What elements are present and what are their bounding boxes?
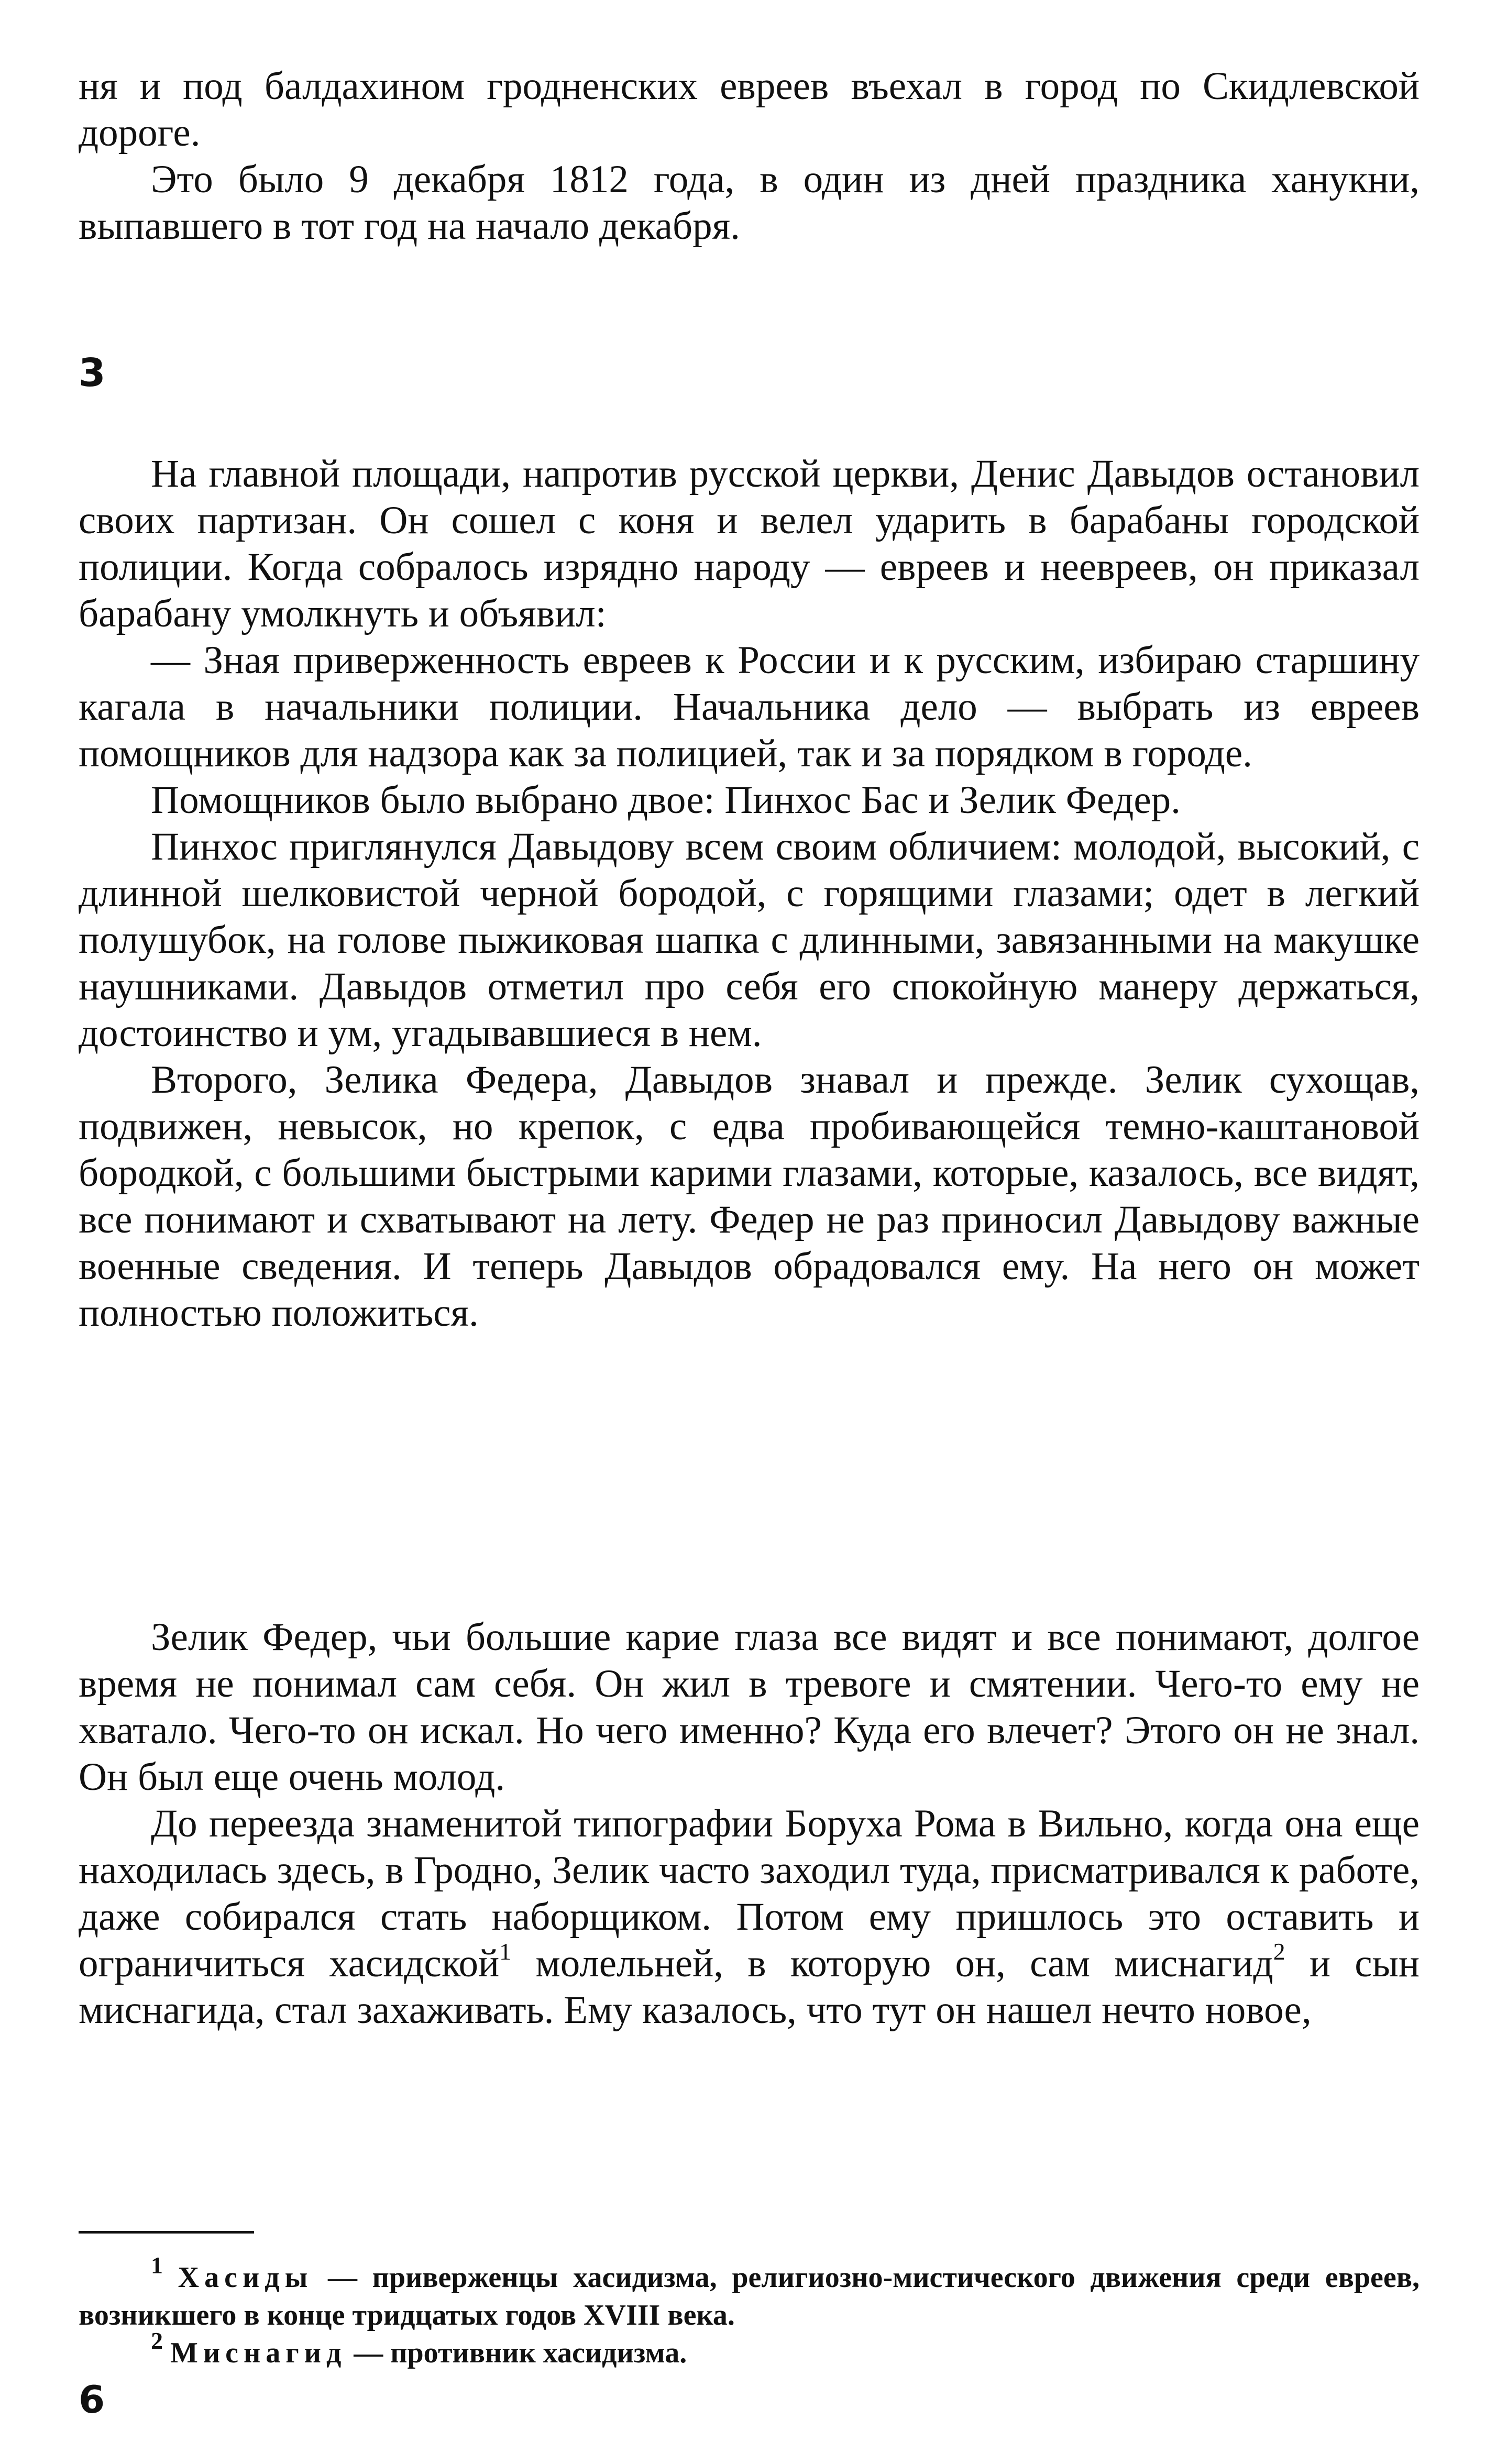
paragraph: Зелик Федер, чьи большие карие глаза все видят и все понимают, долгое время не понимал сам себя. Он жил в тревоге и смятении. Чего-то ему не хватало. Чего-то он искал. Но чего именно? Куда его влечет? Этого он не знал. Он был еще очень молод. bbox=[79, 1615, 1420, 1799]
footnote-term: Миснагид bbox=[170, 2337, 347, 2369]
footnote-text: — противник хасидизма. bbox=[346, 2337, 687, 2369]
paragraph: На главной площади, напротив русской церкви, Денис Давыдов остановил своих партизан. Он сошел с коня и велел ударить в барабаны городской полиции. Когда собралось изрядно народу — евреев и неевреев, он приказал барабану умолкнуть и объявил: bbox=[79, 452, 1420, 635]
footnote-marker: 1 bbox=[151, 2252, 163, 2279]
text-block-section-3 bbox=[79, 450, 1420, 1336]
paragraph-text: До переезда знаменитой типографии Боруха Рома в Вильно, когда она еще находилась здесь, в Гродно, Зелик часто заходил туда, присматривался к работе, даже собирался стать наборщиком. Потом ему пришлось это оставить и ограничиться хасидской bbox=[79, 1802, 1420, 1985]
footnote bbox=[79, 2252, 1420, 2334]
footnote-marker: 2 bbox=[151, 2327, 163, 2355]
paragraph-text: молельней, в которую он, сам миснагид bbox=[511, 1942, 1273, 1985]
paragraph: Это было 9 декабря 1812 года, в один из дней праздника ханукни, выпавшего в тот год на начало декабря. bbox=[79, 158, 1420, 248]
paragraph: ня и под балдахином гродненских евреев въехал в город по Скидлевской дороге. bbox=[79, 64, 1420, 155]
paragraph bbox=[79, 1800, 1420, 2033]
book-page bbox=[79, 63, 1420, 2422]
footnote-divider bbox=[79, 2231, 254, 2234]
footnote-ref: 2 bbox=[1273, 1938, 1285, 1965]
paragraph: Пинхос приглянулся Давыдову всем своим обличием: молодой, высокий, с длинной шелковистой черной бородой, с горящими глазами; одет в легкий полушубок, на голове пыжиковая шапка с длинными, завязанными на макушке наушниками. Давыдов отметил про себя его спокойную манеру держаться, достоинство и ум, угадывавшиеся в нем. bbox=[79, 825, 1420, 1055]
paragraph: Помощников было выбрано двое: Пинхос Бас и Зелик Федер. bbox=[151, 778, 1181, 822]
footnote-ref: 1 bbox=[499, 1938, 512, 1965]
paragraph: — Зная приверженность евреев к России и к русским, избираю старшину кагала в начальники полиции. Начальника дело — выбрать из евреев помощников для надзора как за полицией, так и за порядком в городе. bbox=[79, 639, 1420, 775]
footnote-term: Хасиды bbox=[178, 2261, 313, 2294]
section-number: 3 bbox=[79, 350, 106, 395]
text-block-top bbox=[79, 63, 1420, 249]
paragraph: Второго, Зелика Федера, Давыдов знавал и прежде. Зелик сухощав, подвижен, невысок, но крепок, с едва пробивающейся темно-каштановой бородкой, с большими быстрыми карими глазами, которые, казалось, все видят, все понимают и схватывают на лету. Федер не раз приносил Давыдову важные военные сведения. И теперь Давыдов обрадовался ему. На него он может полностью положиться. bbox=[79, 1058, 1420, 1335]
text-block-bottom bbox=[79, 1614, 1420, 2033]
footnote-text: — приверженцы хасидизма, религиозно-мистического движения среди евреев, возникшего в конце тридцатых годов XVIII века. bbox=[79, 2261, 1420, 2331]
page-number: 6 bbox=[79, 2378, 105, 2422]
paragraph-text: и сын миснагида, стал захаживать. Ему казалось, что тут он нашел нечто новое, bbox=[79, 1942, 1420, 2032]
footnote bbox=[79, 2327, 1420, 2372]
footnotes bbox=[79, 2252, 1420, 2372]
